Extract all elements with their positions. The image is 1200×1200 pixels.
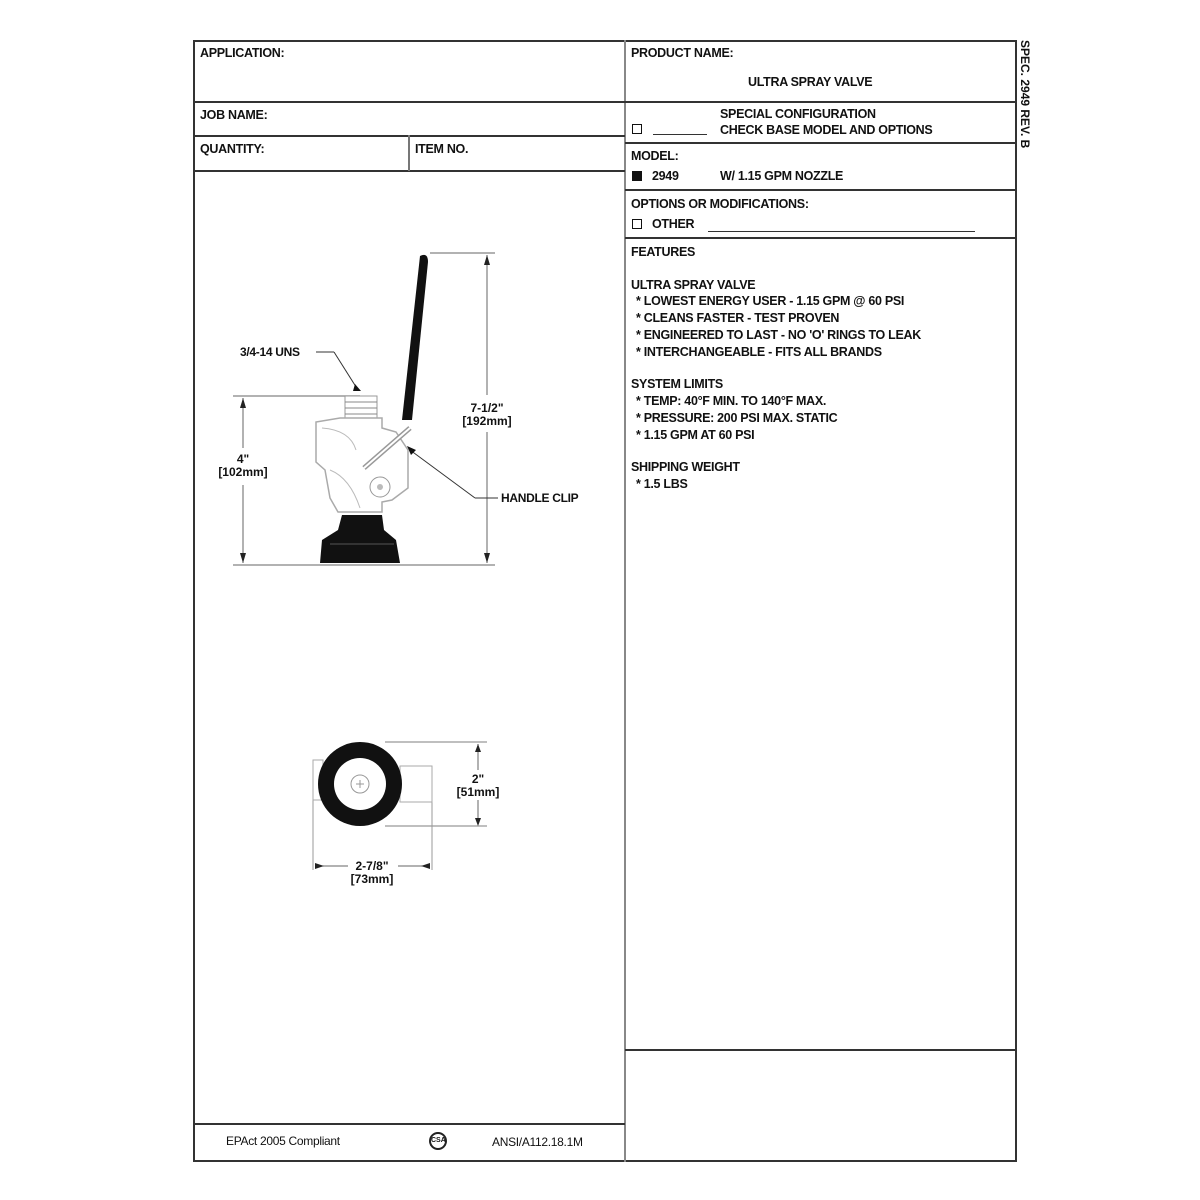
- product-name-label: PRODUCT NAME:: [631, 46, 734, 60]
- feature-item: * 1.15 GPM AT 60 PSI: [636, 428, 755, 442]
- ansi-standard: ANSI/A112.18.1M: [492, 1135, 583, 1149]
- option-other-label: OTHER: [652, 217, 695, 231]
- application-label: APPLICATION:: [200, 46, 285, 60]
- thread-callout: 3/4-14 UNS: [240, 345, 300, 359]
- feature-item: * ENGINEERED TO LAST - NO 'O' RINGS TO LEAK: [636, 328, 921, 342]
- options-label: OPTIONS OR MODIFICATIONS:: [631, 197, 809, 211]
- feature-item: * TEMP: 40°F MIN. TO 140°F MAX.: [636, 394, 827, 408]
- features-section-title: ULTRA SPRAY VALVE: [631, 278, 756, 292]
- top-width-dimension: [343, 860, 401, 886]
- model-number: 2949: [652, 169, 679, 183]
- product-name: ULTRA SPRAY VALVE: [748, 75, 873, 89]
- model-description: W/ 1.15 GPM NOZZLE: [720, 169, 844, 183]
- special-config-line2: CHECK BASE MODEL AND OPTIONS: [720, 123, 933, 137]
- feature-item: * LOWEST ENERGY USER - 1.15 GPM @ 60 PSI: [636, 294, 905, 308]
- features-section-title: SHIPPING WEIGHT: [631, 460, 740, 474]
- top-dia-mm: [51mm]: [456, 785, 500, 800]
- item-no-label: ITEM NO.: [415, 142, 469, 156]
- height-7-mm: [192mm]: [462, 414, 512, 429]
- height-4-in: 4": [236, 452, 250, 466]
- top-width-in: 2-7/8": [355, 859, 389, 873]
- height-4-mm: [102mm]: [218, 465, 268, 480]
- height-4-dimension: [214, 453, 272, 479]
- handle-clip-callout: HANDLE CLIP: [501, 491, 579, 505]
- csa-cert-mark-icon: CSA: [429, 1132, 447, 1150]
- top-dia-in: 2": [471, 772, 485, 786]
- features-section-title: SYSTEM LIMITS: [631, 377, 723, 391]
- job-name-label: JOB NAME:: [200, 108, 268, 122]
- features-heading: FEATURES: [631, 245, 696, 259]
- feature-item: * INTERCHANGEABLE - FITS ALL BRANDS: [636, 345, 882, 359]
- feature-item: * 1.5 LBS: [636, 477, 688, 491]
- model-label: MODEL:: [631, 149, 679, 163]
- spec-id: SPEC. 2949 REV. B: [1018, 40, 1032, 149]
- quantity-label: QUANTITY:: [200, 142, 265, 156]
- feature-item: * CLEANS FASTER - TEST PROVEN: [636, 311, 840, 325]
- height-7-in: 7-1/2": [470, 401, 504, 415]
- feature-item: * PRESSURE: 200 PSI MAX. STATIC: [636, 411, 838, 425]
- height-7-dimension: [456, 402, 518, 428]
- special-config-line1: SPECIAL CONFIGURATION: [720, 107, 876, 121]
- top-width-mm: [73mm]: [350, 872, 394, 887]
- top-dia-dimension: [452, 773, 504, 799]
- epact-compliance: EPAct 2005 Compliant: [226, 1134, 340, 1148]
